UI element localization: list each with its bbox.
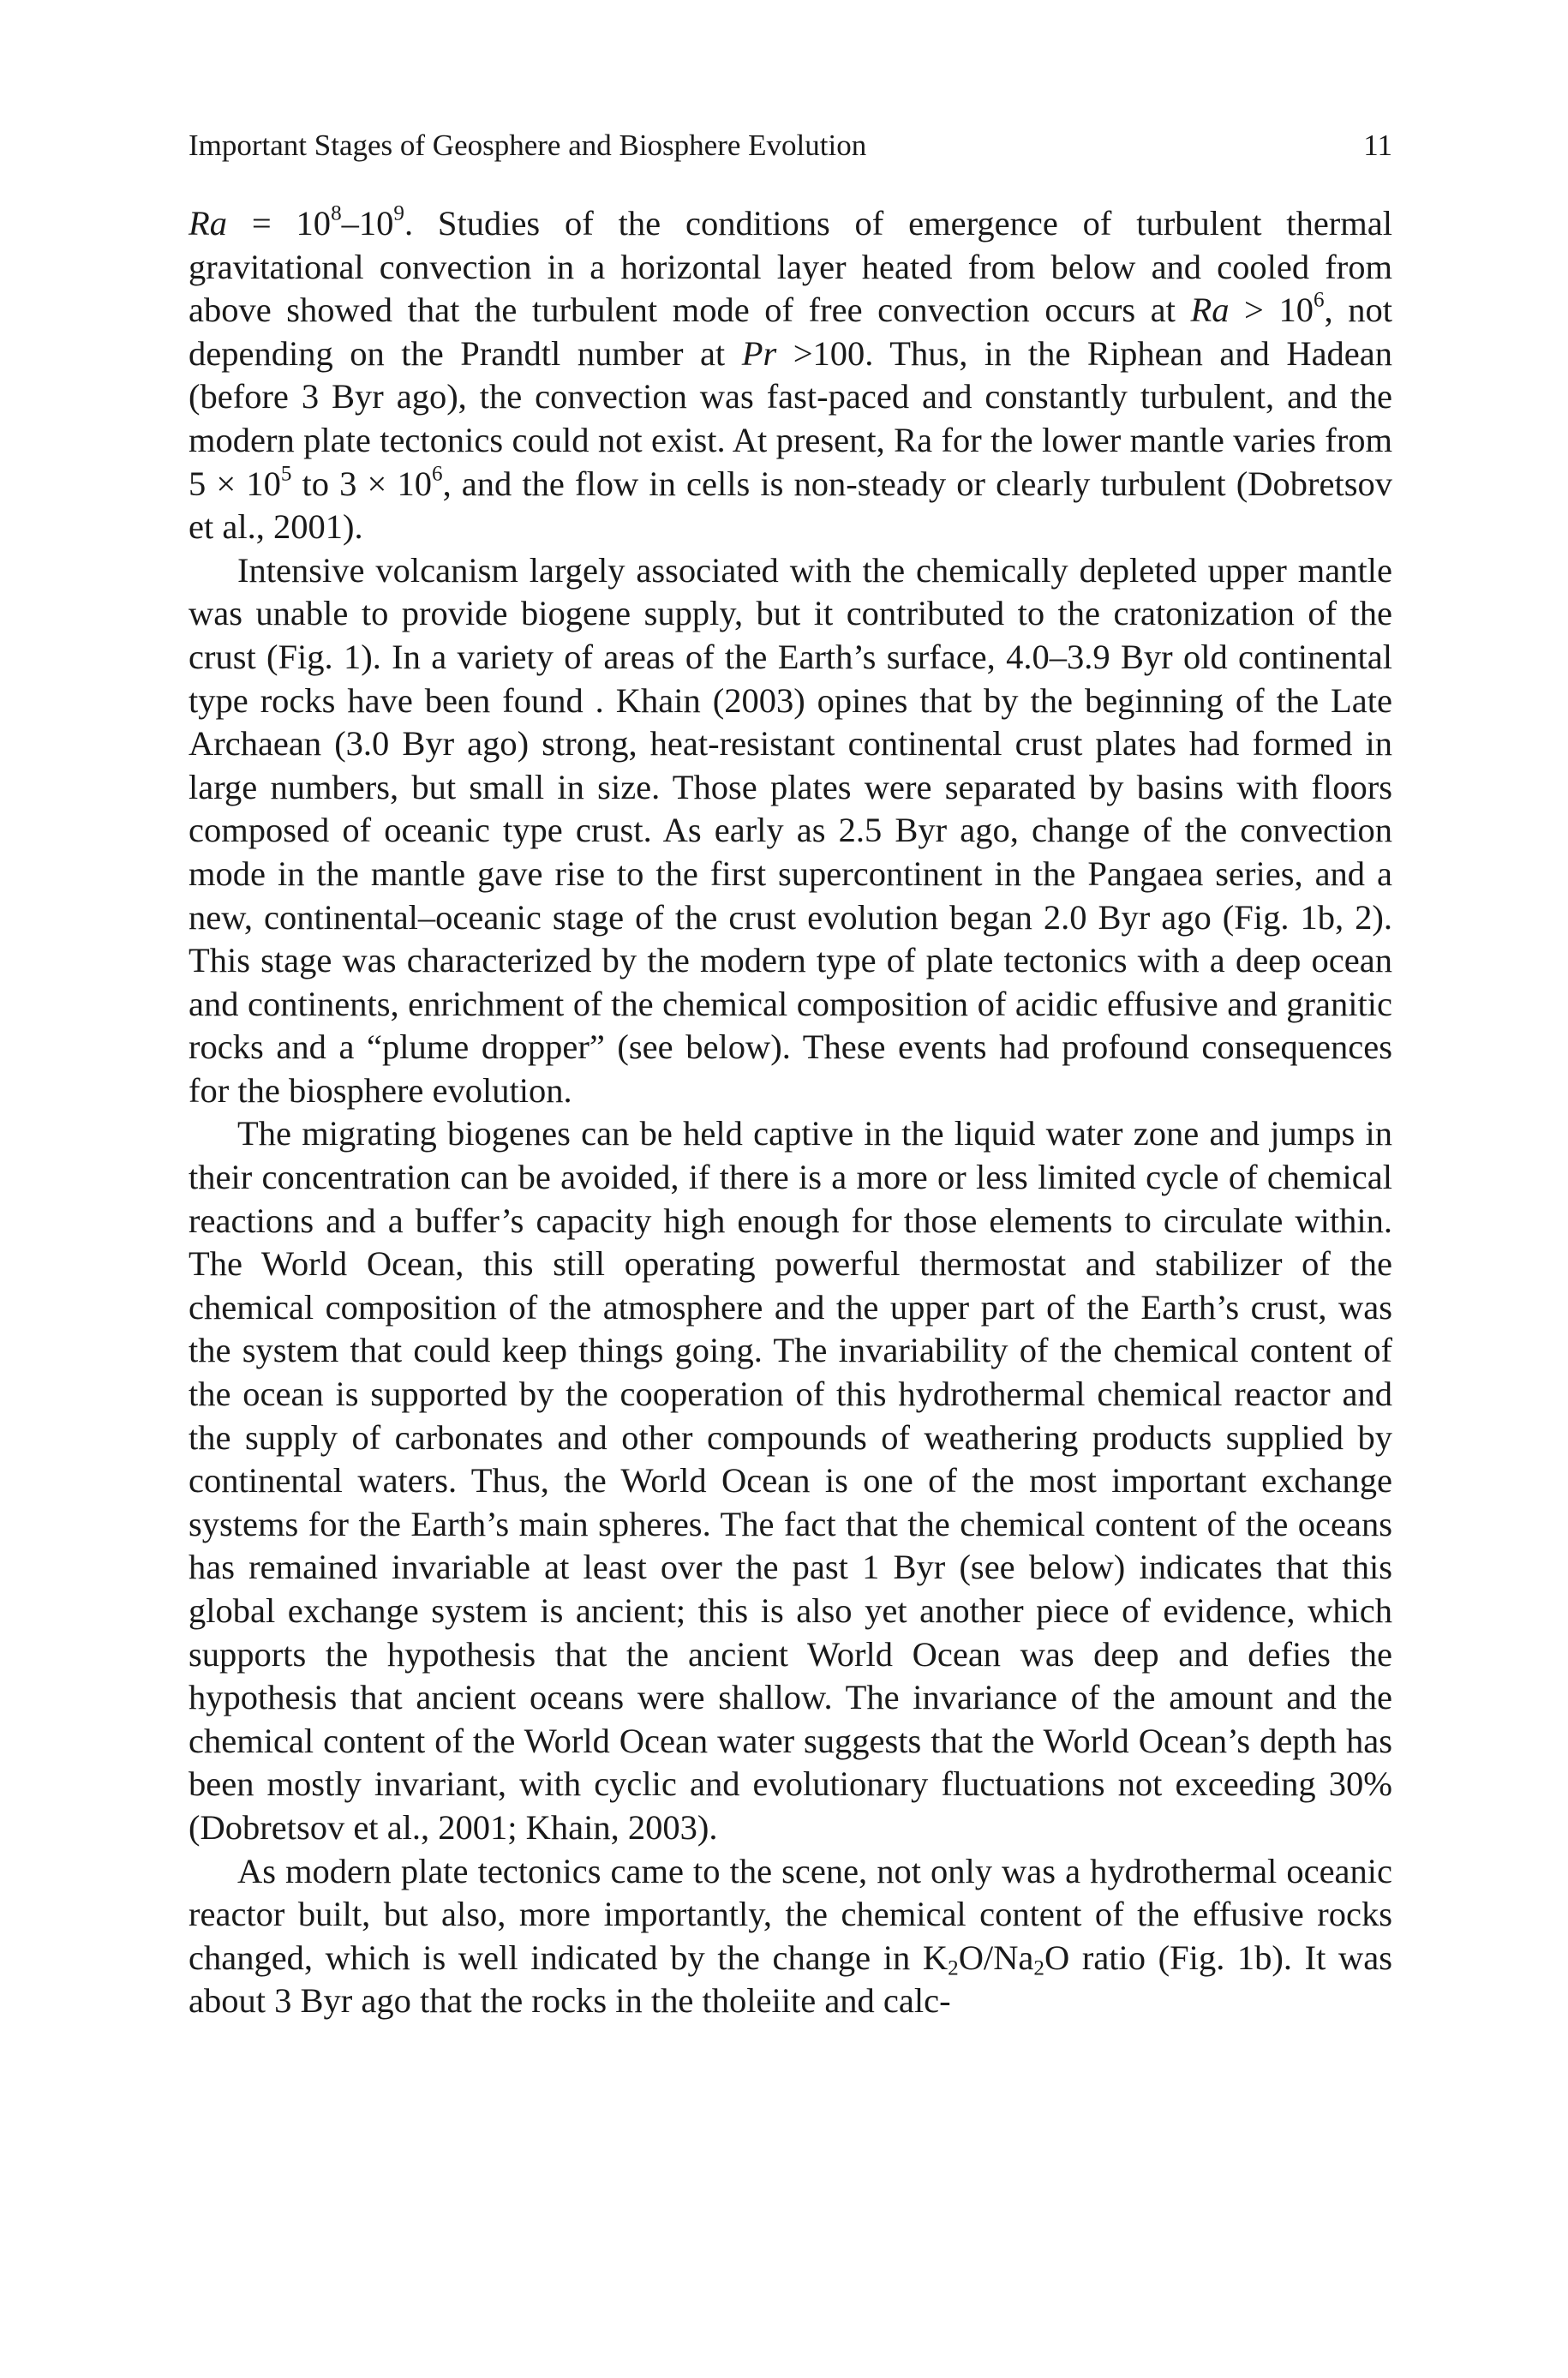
page-header: [189, 127, 1392, 165]
paragraph-1: $Ra = 10^8-10^9$. Studies of the conditions of emergence of turbulent thermal gravitational convection in a horizontal layer heated from below and cooled from above showed that the turbulent mode of free convection occurs at $Ra > 10^6$, not depending on the Prandtl number at Pr >100. Thus, in the Riphean and Hadean (before 3 Byr ago), the convection was fast-paced and constantly turbulent, and the modern plate tectonics could not exist. At present, Ra for the lower mantle varies from $5 \times 10^5$ to $3 \times 10^6$, and the flow in cells is non-steady or clearly turbulent (Dobretsov et al., 2001).: [189, 201, 1393, 547]
subscript: 2: [948, 1956, 959, 1980]
body-text: [189, 202, 1392, 2023]
exponent: 6: [1313, 288, 1325, 312]
page-number: 11: [1363, 129, 1392, 162]
paragraph-2: Intensive volcanism largely associated with the chemically depleted upper mantle was unable to provide biogene supply, but it contributed to the cratonization of the crust (Fig. 1). In a variety of areas of the Earth’s surface, 4.0–3.9 Byr old continental type rocks have been found . Khain (2003) opines that by the beginning of the Late Archaean (3.0 Byr ago) strong, heat-resistant continental crust plates had formed in large numbers, but small in size. Those plates were separated by basins with floors composed of oceanic type crust. As early as 2.5 Byr ago, change of the convection mode in the mantle gave rise to the first supercontinent in the Pangaea series, and a new, continental–oceanic stage of the crust evolution began 2.0 Byr ago (Fig. 1b, 2). This stage was characterized by the modern type of plate tectonics with a deep ocean and continents, enrichment of the chemical composition of acidic effusive and granitic rocks and a “plume dropper” (see below). These events had profound consequences for the biosphere evolution.: [189, 550, 1392, 1110]
rayleigh-symbol: Ra: [1190, 291, 1230, 330]
paragraph-4: As modern plate tectonics came to the scene, not only was a hydrothermal oceanic reactor built, but also, more importantly, the chemical content of the effusive rocks changed, which is well indicated by the change in $K_2O/Na_2O$ ratio (Fig. 1b). It was about 3 Byr ago that the rocks in the tholeiite and calc-: [189, 1851, 1392, 2021]
paragraph-3: The migrating biogenes can be held captive in the liquid water zone and jumps in their concentration can be avoided, if there is a more or less limited cycle of chemical reactions and a buffer’s capacity high enough for those elements to circulate within. The World Ocean, this still operating powerful thermostat and stabilizer of the chemical composition of the atmosphere and the upper part of the Earth’s crust, was the system that could keep things going. The invariability of the chemical content of the ocean is supported by the cooperation of this hydrothermal chemical reactor and the supply of carbonates and other compounds of weathering products supplied by continental waters. Thus, the World Ocean is one of the most important exchange systems for the Earth’s main spheres. The fact that the chemical content of the oceans has remained invariable at least over the past 1 Byr (see below) indicates that this global exchange system is ancient; this is also yet another piece of evidence, which supports the hypothesis that the ancient World Ocean was deep and defies the hypothesis that ancient oceans were shallow. The invariance of the amount and the chemical content of the World Ocean water suggests that the World Ocean’s depth has been mostly invariant, with cyclic and evolutionary fluctuations not exceeding 30% (Dobretsov et al., 2001; Khain, 2003).: [189, 1114, 1392, 1847]
exponent: 8: [331, 201, 342, 225]
exponent: 5: [280, 462, 292, 485]
exponent: 9: [393, 201, 404, 225]
running-head: Important Stages of Geosphere and Biosphere Evolution: [189, 129, 867, 162]
exponent: 6: [432, 462, 443, 485]
prandtl-symbol: Pr: [741, 333, 777, 373]
subscript: 2: [1033, 1956, 1044, 1980]
rayleigh-symbol: Ra: [189, 204, 227, 243]
